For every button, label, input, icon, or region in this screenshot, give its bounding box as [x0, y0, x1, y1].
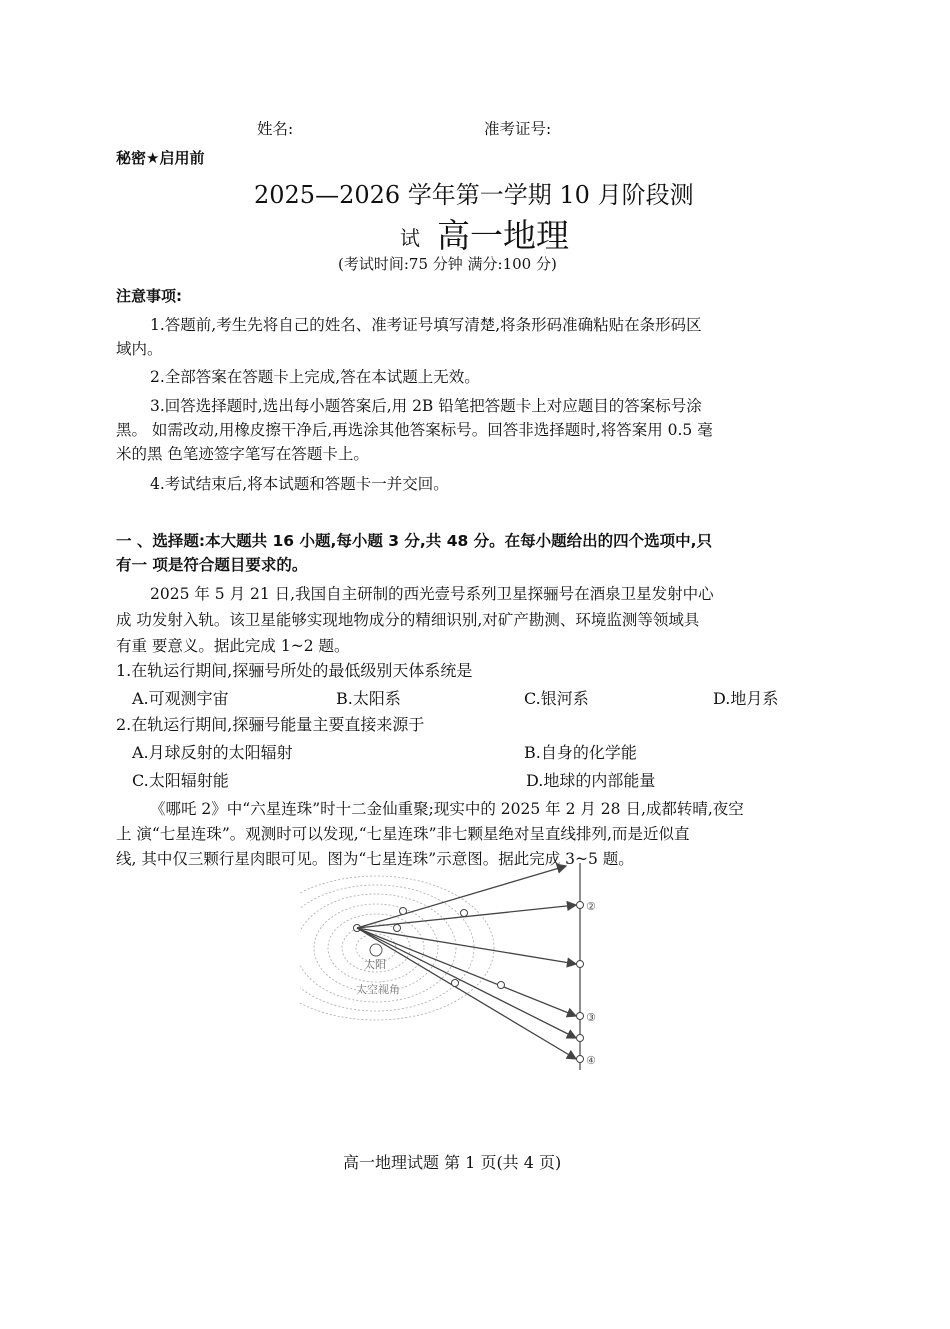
passage1-line2: 成 功发射入轨。该卫星能够实现地物成分的精细识别,对矿产勘测、环境监测等领域具	[116, 611, 700, 629]
q1-option-a: A.可观测宇宙	[132, 689, 229, 708]
exam-time-info: (考试时间:75 分钟 满分:100 分)	[338, 255, 557, 273]
passage1-line3: 有重 要意义。据此完成 1~2 题。	[116, 637, 350, 655]
q2-option-d: D.地球的内部能量	[526, 771, 656, 790]
note-3-cont2: 米的黑 色笔迹签字笔写在答题卡上。	[116, 445, 369, 463]
secret-tag: 秘密★启用前	[116, 149, 205, 167]
q2-option-b: B.自身的化学能	[524, 743, 637, 762]
note-1: 1.答题前,考生先将自己的姓名、准考证号填写清楚,将条形码准确粘贴在条形码区	[150, 316, 702, 334]
subject-title: 高一地理	[437, 216, 569, 255]
note-2: 2.全部答案在答题卡上完成,答在本试题上无效。	[150, 368, 480, 386]
sun-icon	[370, 944, 382, 956]
marker-2: ②	[586, 900, 596, 913]
q2-option-c: C.太阳辐射能	[132, 771, 229, 790]
name-label: 姓名:	[257, 120, 294, 138]
planet-markers	[394, 902, 584, 1063]
marker-4: ④	[586, 1054, 596, 1067]
q1-option-b: B.太阳系	[336, 689, 401, 708]
q1-option-d: D.地月系	[713, 689, 779, 708]
marker-3: ③	[586, 1011, 596, 1024]
page-footer: 高一地理试题 第 1 页(共 4 页)	[343, 1153, 562, 1172]
sun-label: 太阳	[364, 958, 386, 971]
passage2-line3: 线, 其中仅三颗行星肉眼可见。图为“七星连珠”示意图。据此完成 3~5 题。	[116, 850, 634, 868]
passage2-line1: 《哪吒 2》中“六星连珠”时十二金仙重聚;现实中的 2025 年 2 月 28 日,成都转晴,夜空	[150, 800, 744, 818]
planet-alignment-diagram	[300, 858, 620, 1078]
q1-option-c: C.银河系	[524, 689, 589, 708]
note-4: 4.考试结束后,将本试题和答题卡一并交回。	[150, 475, 449, 493]
space-view-label: 太空视角	[356, 983, 400, 996]
notes-heading: 注意事项:	[116, 287, 182, 305]
q2-option-a: A.月球反射的太阳辐射	[132, 743, 293, 762]
q2-stem: 2.在轨运行期间,探骊号能量主要直接来源于	[116, 715, 425, 734]
q1-stem: 1.在轨运行期间,探骊号所处的最低级别天体系统是	[116, 661, 473, 680]
exam-title-suffix: 试	[400, 226, 420, 250]
exam-id-label: 准考证号:	[484, 120, 552, 138]
section1-heading: 一 、选择题:本大题共 16 小题,每小题 3 分,共 48 分。在每小题给出的四个选项中,只	[116, 532, 713, 550]
passage1-line1: 2025 年 5 月 21 日,我国自主研制的西光壹号系列卫星探骊号在酒泉卫星发射中心	[150, 585, 714, 603]
exam-title-line1: 2025—2026 学年第一学期 10 月阶段测	[254, 181, 694, 209]
note-1-cont: 域内。	[116, 340, 163, 358]
section1-heading-cont: 有一 项是符合题目要求的。	[116, 556, 308, 574]
note-3-cont1: 黑。 如需改动,用橡皮擦干净后,再选涂其他答案标号。回答非选择题时,将答案用 0.5 毫	[116, 421, 713, 439]
note-3: 3.回答选择题时,选出每小题答案后,用 2B 铅笔把答题卡上对应题目的答案标号涂	[150, 397, 702, 415]
passage2-line2: 上 演“七星连珠”。观测时可以发现,“七星连珠”非七颗星绝对呈直线排列,而是近似直	[116, 825, 690, 843]
